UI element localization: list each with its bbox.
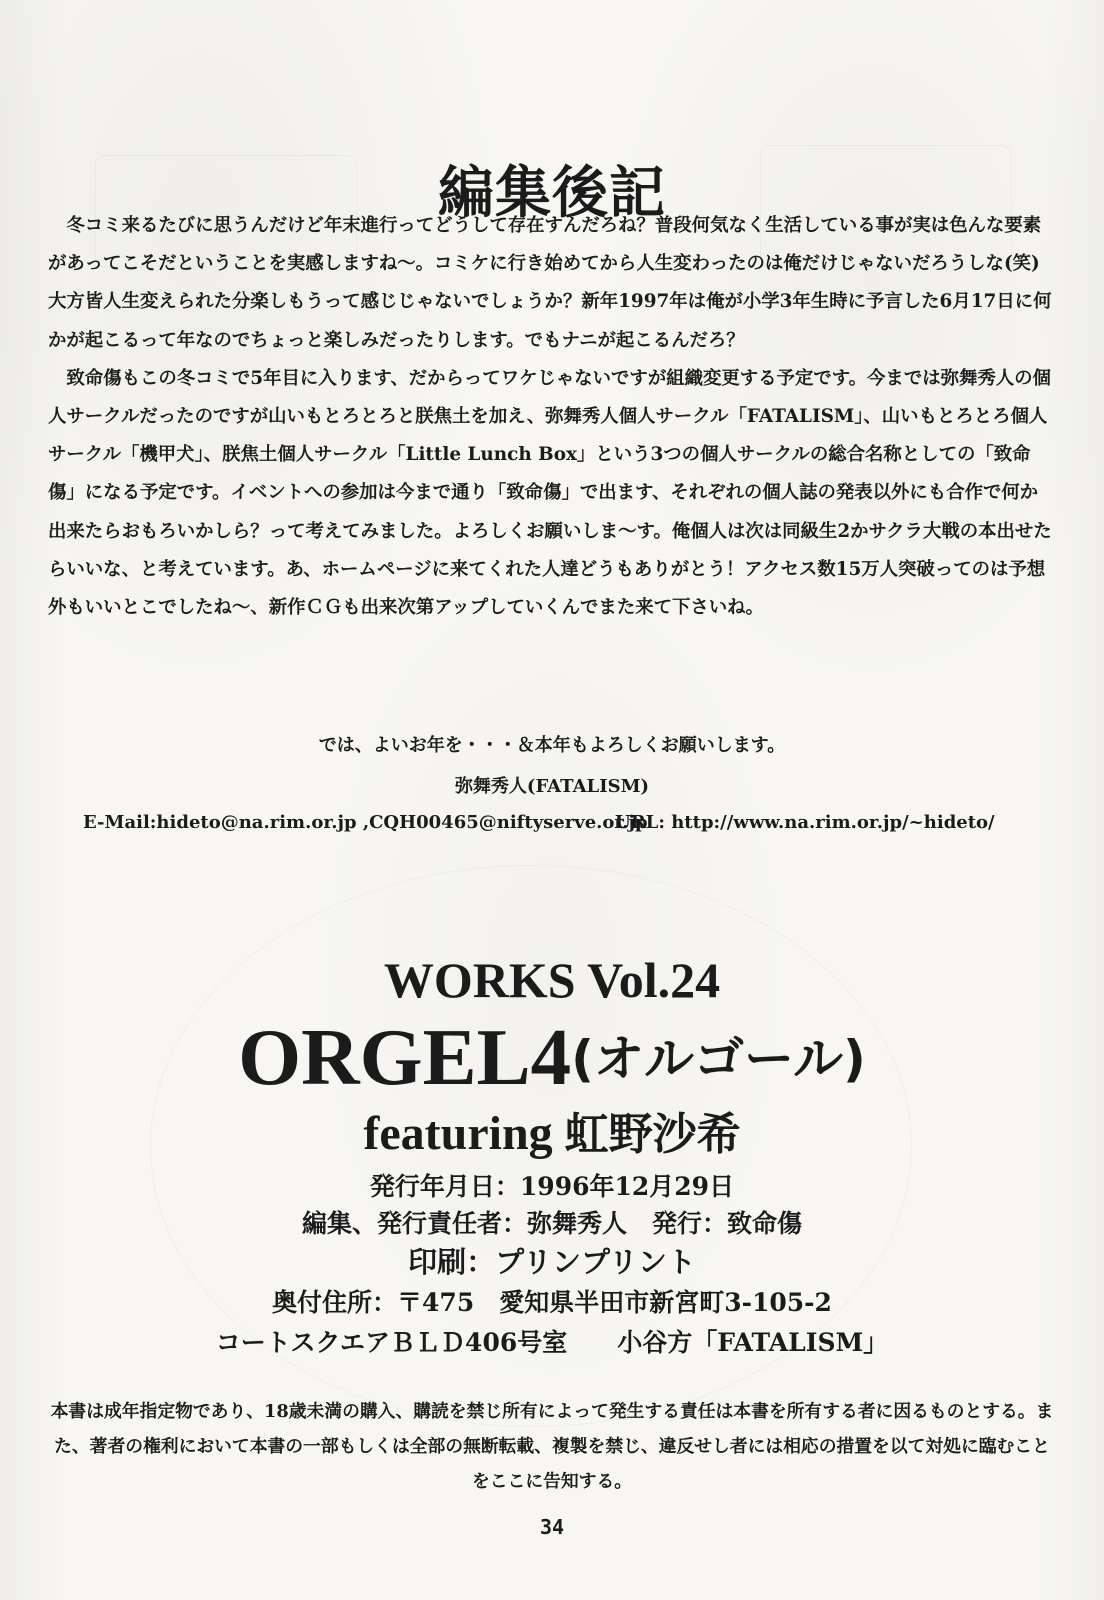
- author-signature: 弥舞秀人(FATALISM): [454, 776, 650, 797]
- page-number: 34: [539, 1515, 565, 1539]
- colophon-address-line-1: 奥付住所：〒475 愛知県半田市新宮町3-105-2: [272, 1288, 832, 1317]
- publication-title: [0, 1012, 1104, 1102]
- editorial-paragraph: 致命傷もこの冬コミで5年目に入ります、だからってワケじゃないですが組織変更する予定です。今までは弥舞秀人の個人サークルだったのですが山いもとろとろと朕焦土を加え、弥舞秀人個人サークル「FATALISM」、山いもとろとろ個人サークル「機甲犬」、朕焦土個人サークル「Little Lunch Box」という3つの個人サークルの総合名称としての「致命傷」になる予定です。イベントへの参加は今まで通り「致命傷」で出ます、それぞれの個人誌の発表以外にも合作で何か出来たらおもろいかしら？って考えてみました。よろしくお願いしま～す。俺個人は次は同級生2かサクラ大戦の本出せたらいいな、と考えています。あ、ホームページに来てくれた人達どうもありがとう！アクセス数15万人突破ってのは予想外もいいとこでしたね～、新作ＣＧも出来次第アップしていくんでまた来て下さいね。: [48, 367, 1052, 619]
- colophon-address-line-2: コートスクエアＢＬＤ406号室 小谷方「FATALISM」: [215, 1328, 889, 1357]
- email-addresses: E-Mail:hideto@na.rim.or.jp ,CQH00465@niftyserve.or.jp: [83, 812, 648, 833]
- editor-publisher: 編集、発行責任者：弥舞秀人 発行：致命傷: [301, 1209, 802, 1238]
- publication-title-japanese: (オルゴール): [571, 1030, 866, 1088]
- featured-character: [0, 1107, 1104, 1160]
- homepage-url: URL: http://www.na.rim.or.jp/~hideto/: [615, 812, 995, 833]
- editorial-paragraph: 冬コミ来るたびに思うんだけど年末進行ってどうして存在すんだろね？普段何気なく生活している事が実は色んな要素があってこそだということを実感しますね～。コミケに行き始めてから人生変わったのは俺だけじゃないだろうしな(笑)大方皆人生変えられた分楽しもうって感じじゃないでしょうか？新年1997年は俺が小学3年生時に予言した6月17日に何かが起こるって年なのでちょっと楽しみだったりします。でもナニが起こるんだろ？: [48, 215, 1052, 351]
- featuring-label: featuring: [363, 1107, 553, 1160]
- legal-notice: 本書は成年指定物であり、18歳未満の購入、購読を禁じ所有によって発生する責任は本書を所有する者に因るものとする。また、著者の権利において本書の一部もしくは全部の無断転載、複製を禁じ、違反せし者には相応の措置を以て対処に臨むことをここに告知する。: [50, 1400, 1054, 1492]
- editorial-text: [48, 207, 1056, 627]
- closing-message: では、よいお年を・・・＆本年もよろしくお願いします。: [318, 735, 786, 756]
- publication-date: 発行年月日：1996年12月29日: [369, 1172, 735, 1201]
- featured-character-name: 虹野沙希: [564, 1109, 741, 1160]
- series-volume: WORKS Vol.24: [383, 952, 721, 1008]
- publication-title-english: ORGEL4: [238, 1012, 572, 1102]
- page-title: 編集後記: [438, 160, 666, 226]
- printer: 印刷：プリンプリント: [408, 1245, 696, 1279]
